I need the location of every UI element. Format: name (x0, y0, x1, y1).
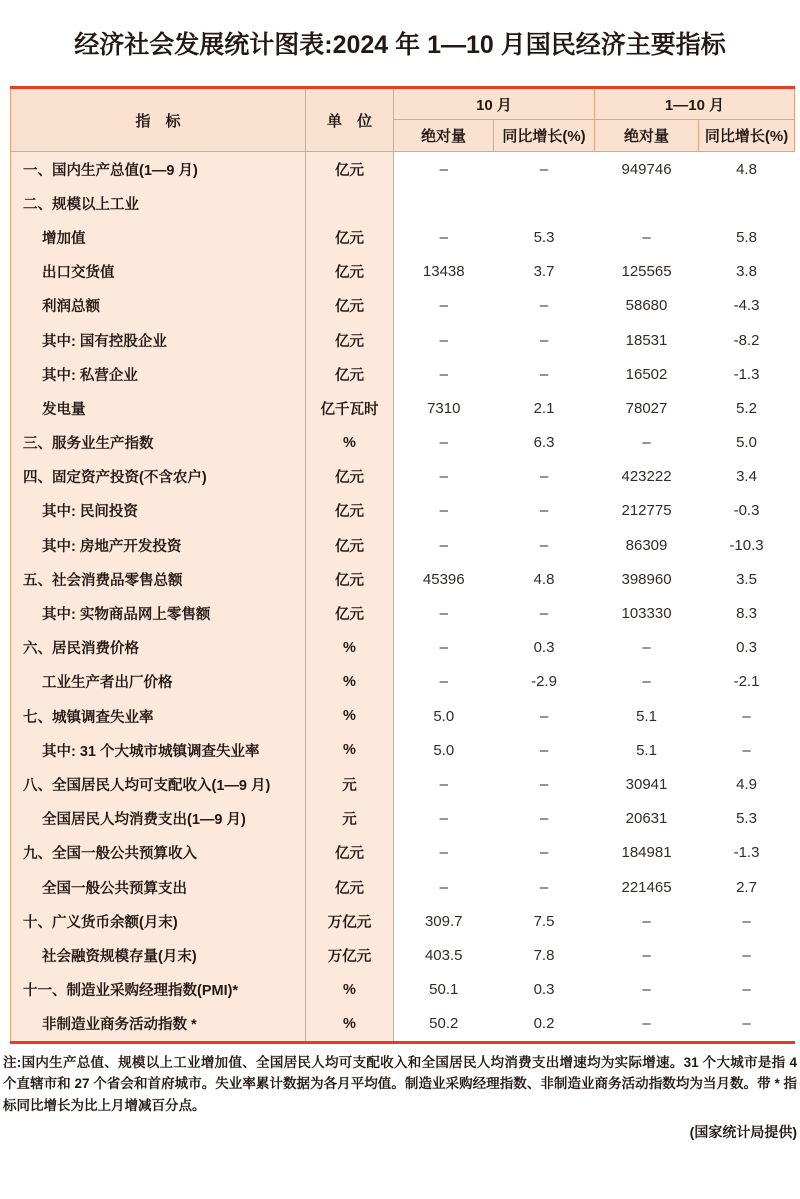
unit-cell (306, 186, 394, 220)
cum-yoy-cell: 5.3 (736, 810, 757, 828)
unit-cell: 亿元 (306, 562, 394, 596)
cum-yoy-cell: 3.5 (736, 570, 757, 588)
unit-cell: 亿元 (306, 152, 394, 187)
cum-yoy-cell: -2.1 (733, 673, 760, 691)
unit-cell: 亿元 (306, 494, 394, 528)
unit-cell: 亿元 (306, 836, 394, 870)
cum-yoy-cell: – (742, 1015, 751, 1033)
cum-yoy-cell: 3.8 (736, 263, 757, 281)
table-row (11, 665, 795, 699)
cum-yoy-cell: – (742, 707, 751, 725)
cum-yoy-cell: – (742, 946, 751, 964)
cum-yoy-cell: 0.3 (736, 639, 757, 657)
oct-absolute-cell: – (439, 502, 448, 520)
table-row (11, 220, 795, 254)
indicator-label: 发电量 (11, 391, 306, 425)
oct-yoy-cell: 7.8 (533, 946, 555, 964)
oct-yoy-cell (494, 186, 595, 220)
oct-yoy-cell: – (539, 810, 549, 828)
oct-absolute-cell: – (439, 468, 448, 486)
cum-absolute-cell: – (642, 228, 651, 246)
indicator-label: 出口交货值 (11, 255, 306, 289)
cum-yoy-cell: -8.2 (733, 331, 760, 349)
table-row (11, 528, 795, 562)
table-row (11, 938, 795, 972)
col-group-october: 10 月 (394, 88, 595, 120)
cum-absolute-cell: 18531 (625, 331, 668, 349)
col-header-cum-yoy: 同比增长(%) (699, 120, 795, 152)
table-row (11, 836, 795, 870)
indicator-label: 其中: 私营企业 (11, 357, 306, 391)
unit-cell: 亿千瓦时 (306, 391, 394, 425)
indicator-label: 八、全国居民人均可支配收入(1—9 月) (11, 767, 306, 801)
cum-yoy-cell: -4.3 (733, 297, 760, 315)
cum-yoy-cell: – (742, 981, 751, 999)
table-row (11, 323, 795, 357)
table-row (11, 767, 795, 801)
indicator-label: 增加值 (11, 220, 306, 254)
unit-cell: % (306, 665, 394, 699)
table-row (11, 904, 795, 938)
unit-cell: 亿元 (306, 357, 394, 391)
indicator-label: 七、城镇调查失业率 (11, 699, 306, 733)
table-row (11, 255, 795, 289)
source-credit: (国家统计局提供) (689, 1124, 797, 1141)
cum-absolute-cell: – (642, 434, 651, 452)
oct-yoy-cell: 4.8 (533, 570, 555, 588)
oct-absolute-cell: 50.1 (429, 981, 459, 999)
table-body (11, 152, 795, 1043)
oct-absolute-cell: – (439, 434, 448, 452)
cum-yoy-cell: 2.7 (736, 878, 757, 896)
oct-yoy-cell: – (539, 844, 549, 862)
cum-absolute-cell: 221465 (621, 878, 672, 896)
table-row (11, 152, 795, 187)
cum-absolute-cell: 423222 (621, 468, 672, 486)
cum-absolute-cell: 86309 (625, 536, 668, 554)
cum-absolute-cell: 16502 (625, 365, 668, 383)
oct-yoy-cell: – (539, 741, 549, 759)
cum-absolute-cell: 20631 (625, 810, 668, 828)
oct-absolute-cell: – (439, 878, 448, 896)
indicator-label: 全国一般公共预算支出 (11, 870, 306, 904)
cum-yoy-cell: 4.9 (736, 775, 757, 793)
oct-absolute-cell: – (439, 331, 448, 349)
unit-cell: % (306, 699, 394, 733)
indicator-label: 其中: 国有控股企业 (11, 323, 306, 357)
cum-absolute-cell: 949746 (621, 160, 672, 178)
table-row (11, 562, 795, 596)
col-header-unit: 单 位 (306, 88, 394, 152)
oct-yoy-cell: – (539, 605, 549, 623)
oct-absolute-cell: 5.0 (433, 707, 455, 725)
oct-absolute-cell: 5.0 (433, 741, 455, 759)
oct-yoy-cell: 6.3 (533, 434, 555, 452)
table-row (11, 289, 795, 323)
oct-absolute-cell: – (439, 775, 448, 793)
cum-absolute-cell: – (642, 946, 651, 964)
oct-absolute-cell: 13438 (422, 263, 465, 281)
oct-yoy-cell: – (539, 365, 549, 383)
oct-yoy-cell: 2.1 (533, 399, 555, 417)
oct-absolute-cell: – (439, 810, 448, 828)
oct-absolute-cell: – (439, 365, 448, 383)
indicators-table (10, 86, 795, 1044)
oct-absolute-cell: – (439, 605, 448, 623)
indicator-label: 利润总额 (11, 289, 306, 323)
table-row (11, 973, 795, 1007)
table-row (11, 596, 795, 630)
cum-yoy-cell: 3.4 (736, 468, 757, 486)
cum-yoy-cell (699, 186, 795, 220)
unit-cell: % (306, 426, 394, 460)
cum-yoy-cell: -0.3 (733, 502, 760, 520)
cum-yoy-cell: – (742, 741, 751, 759)
cum-absolute-cell: – (642, 1015, 651, 1033)
oct-absolute-cell: – (439, 844, 448, 862)
col-group-jan-oct: 1—10 月 (595, 88, 795, 120)
table-row (11, 870, 795, 904)
indicator-label: 二、规模以上工业 (11, 186, 306, 220)
cum-absolute-cell: 58680 (625, 297, 668, 315)
table-row (11, 357, 795, 391)
indicator-label: 九、全国一般公共预算收入 (11, 836, 306, 870)
oct-yoy-cell: 0.2 (533, 1015, 555, 1033)
oct-absolute-cell: 7310 (427, 399, 461, 417)
table-row (11, 494, 795, 528)
unit-cell: 万亿元 (306, 938, 394, 972)
oct-yoy-cell: – (539, 707, 549, 725)
unit-cell: 亿元 (306, 870, 394, 904)
unit-cell: % (306, 733, 394, 767)
indicator-label: 十、广义货币余额(月末) (11, 904, 306, 938)
page (0, 29, 800, 1199)
oct-yoy-cell: – (539, 775, 549, 793)
oct-yoy-cell: -2.9 (531, 673, 557, 691)
table-row (11, 733, 795, 767)
indicator-label: 五、社会消费品零售总额 (11, 562, 306, 596)
oct-absolute-cell: – (439, 673, 448, 691)
unit-cell: 元 (306, 767, 394, 801)
cum-absolute-cell: 398960 (621, 570, 672, 588)
oct-absolute-cell: 403.5 (424, 946, 463, 964)
table-row (11, 631, 795, 665)
oct-yoy-cell: 5.3 (533, 228, 555, 246)
oct-yoy-cell: – (539, 331, 549, 349)
table-header (11, 88, 795, 152)
table-row (11, 802, 795, 836)
cum-absolute-cell: 184981 (621, 844, 672, 862)
footnote: 注:国内生产总值、规模以上工业增加值、全国居民人均可支配收入和全国居民人均消费支出增速均为实际增速。31 个大城市是指 4 个直辖市和 27 个省会和首府城市。失业率累计数据为各月平均值。制造业采购经理指数、非制造业商务活动指数均为当月数。带 * 指标同比增长为比上月增减百分点。 (3, 1054, 797, 1113)
cum-absolute-cell: 125565 (621, 263, 672, 281)
indicator-label: 全国居民人均消费支出(1—9 月) (11, 802, 306, 836)
unit-cell: 亿元 (306, 323, 394, 357)
indicator-label: 其中: 房地产开发投资 (11, 528, 306, 562)
col-header-cum-absolute: 绝对量 (595, 120, 699, 152)
cum-yoy-cell: – (742, 912, 751, 930)
unit-cell: 亿元 (306, 220, 394, 254)
table-row (11, 1007, 795, 1043)
oct-yoy-cell: – (539, 536, 549, 554)
indicator-label: 四、固定资产投资(不含农户) (11, 460, 306, 494)
oct-yoy-cell: – (539, 297, 549, 315)
unit-cell: 亿元 (306, 460, 394, 494)
indicator-label: 其中: 民间投资 (11, 494, 306, 528)
table-row (11, 186, 795, 220)
oct-absolute-cell: 309.7 (424, 912, 463, 930)
unit-cell: 万亿元 (306, 904, 394, 938)
cum-absolute-cell: 5.1 (636, 707, 657, 725)
unit-cell: 元 (306, 802, 394, 836)
indicator-label: 非制造业商务活动指数 * (11, 1007, 306, 1043)
cum-absolute-cell: – (642, 673, 651, 691)
oct-yoy-cell: – (539, 160, 549, 178)
table-row (11, 699, 795, 733)
oct-absolute-cell: – (439, 297, 448, 315)
oct-absolute-cell: – (439, 160, 448, 178)
cum-absolute-cell (595, 186, 699, 220)
indicator-label: 六、居民消费价格 (11, 631, 306, 665)
indicator-label: 一、国内生产总值(1—9 月) (11, 152, 306, 187)
oct-absolute-cell: – (439, 228, 448, 246)
oct-absolute-cell: – (439, 639, 448, 657)
oct-yoy-cell: – (539, 468, 549, 486)
col-header-indicator: 指 标 (11, 88, 306, 152)
oct-absolute-cell: 50.2 (429, 1015, 459, 1033)
unit-cell: 亿元 (306, 596, 394, 630)
cum-yoy-cell: -1.3 (733, 365, 760, 383)
cum-yoy-cell: -1.3 (733, 844, 760, 862)
cum-absolute-cell: – (642, 912, 651, 930)
indicator-label: 三、服务业生产指数 (11, 426, 306, 460)
table-row (11, 426, 795, 460)
col-header-oct-absolute: 绝对量 (394, 120, 494, 152)
cum-absolute-cell: 5.1 (636, 741, 657, 759)
cum-absolute-cell: – (642, 639, 651, 657)
unit-cell: 亿元 (306, 528, 394, 562)
unit-cell: % (306, 631, 394, 665)
page-title: 经济社会发展统计图表:2024 年 1—10 月国民经济主要指标 (74, 31, 726, 59)
indicator-label: 社会融资规模存量(月末) (11, 938, 306, 972)
cum-yoy-cell: 5.2 (736, 399, 757, 417)
unit-cell: % (306, 1007, 394, 1043)
cum-absolute-cell: – (642, 981, 651, 999)
cum-absolute-cell: 30941 (625, 775, 668, 793)
oct-yoy-cell: 0.3 (533, 639, 555, 657)
table-row (11, 460, 795, 494)
cum-yoy-cell: 4.8 (736, 160, 757, 178)
oct-absolute-cell: 45396 (422, 570, 465, 588)
unit-cell: 亿元 (306, 289, 394, 323)
cum-yoy-cell: 5.8 (736, 228, 757, 246)
col-header-oct-yoy: 同比增长(%) (494, 120, 595, 152)
oct-yoy-cell: 0.3 (533, 981, 555, 999)
unit-cell: % (306, 973, 394, 1007)
indicator-label: 其中: 31 个大城市城镇调查失业率 (11, 733, 306, 767)
oct-yoy-cell: – (539, 878, 549, 896)
cum-absolute-cell: 212775 (621, 502, 672, 520)
cum-absolute-cell: 103330 (621, 605, 672, 623)
oct-absolute-cell: – (439, 536, 448, 554)
indicator-label: 十一、制造业采购经理指数(PMI)* (11, 973, 306, 1007)
unit-cell: 亿元 (306, 255, 394, 289)
indicator-label: 工业生产者出厂价格 (11, 665, 306, 699)
indicator-label: 其中: 实物商品网上零售额 (11, 596, 306, 630)
oct-yoy-cell: 3.7 (533, 263, 555, 281)
table-row (11, 391, 795, 425)
oct-yoy-cell: – (539, 502, 549, 520)
cum-yoy-cell: 5.0 (736, 434, 757, 452)
oct-absolute-cell (394, 186, 494, 220)
cum-yoy-cell: -10.3 (729, 536, 764, 554)
oct-yoy-cell: 7.5 (533, 912, 555, 930)
cum-absolute-cell: 78027 (625, 399, 668, 417)
cum-yoy-cell: 8.3 (736, 605, 757, 623)
